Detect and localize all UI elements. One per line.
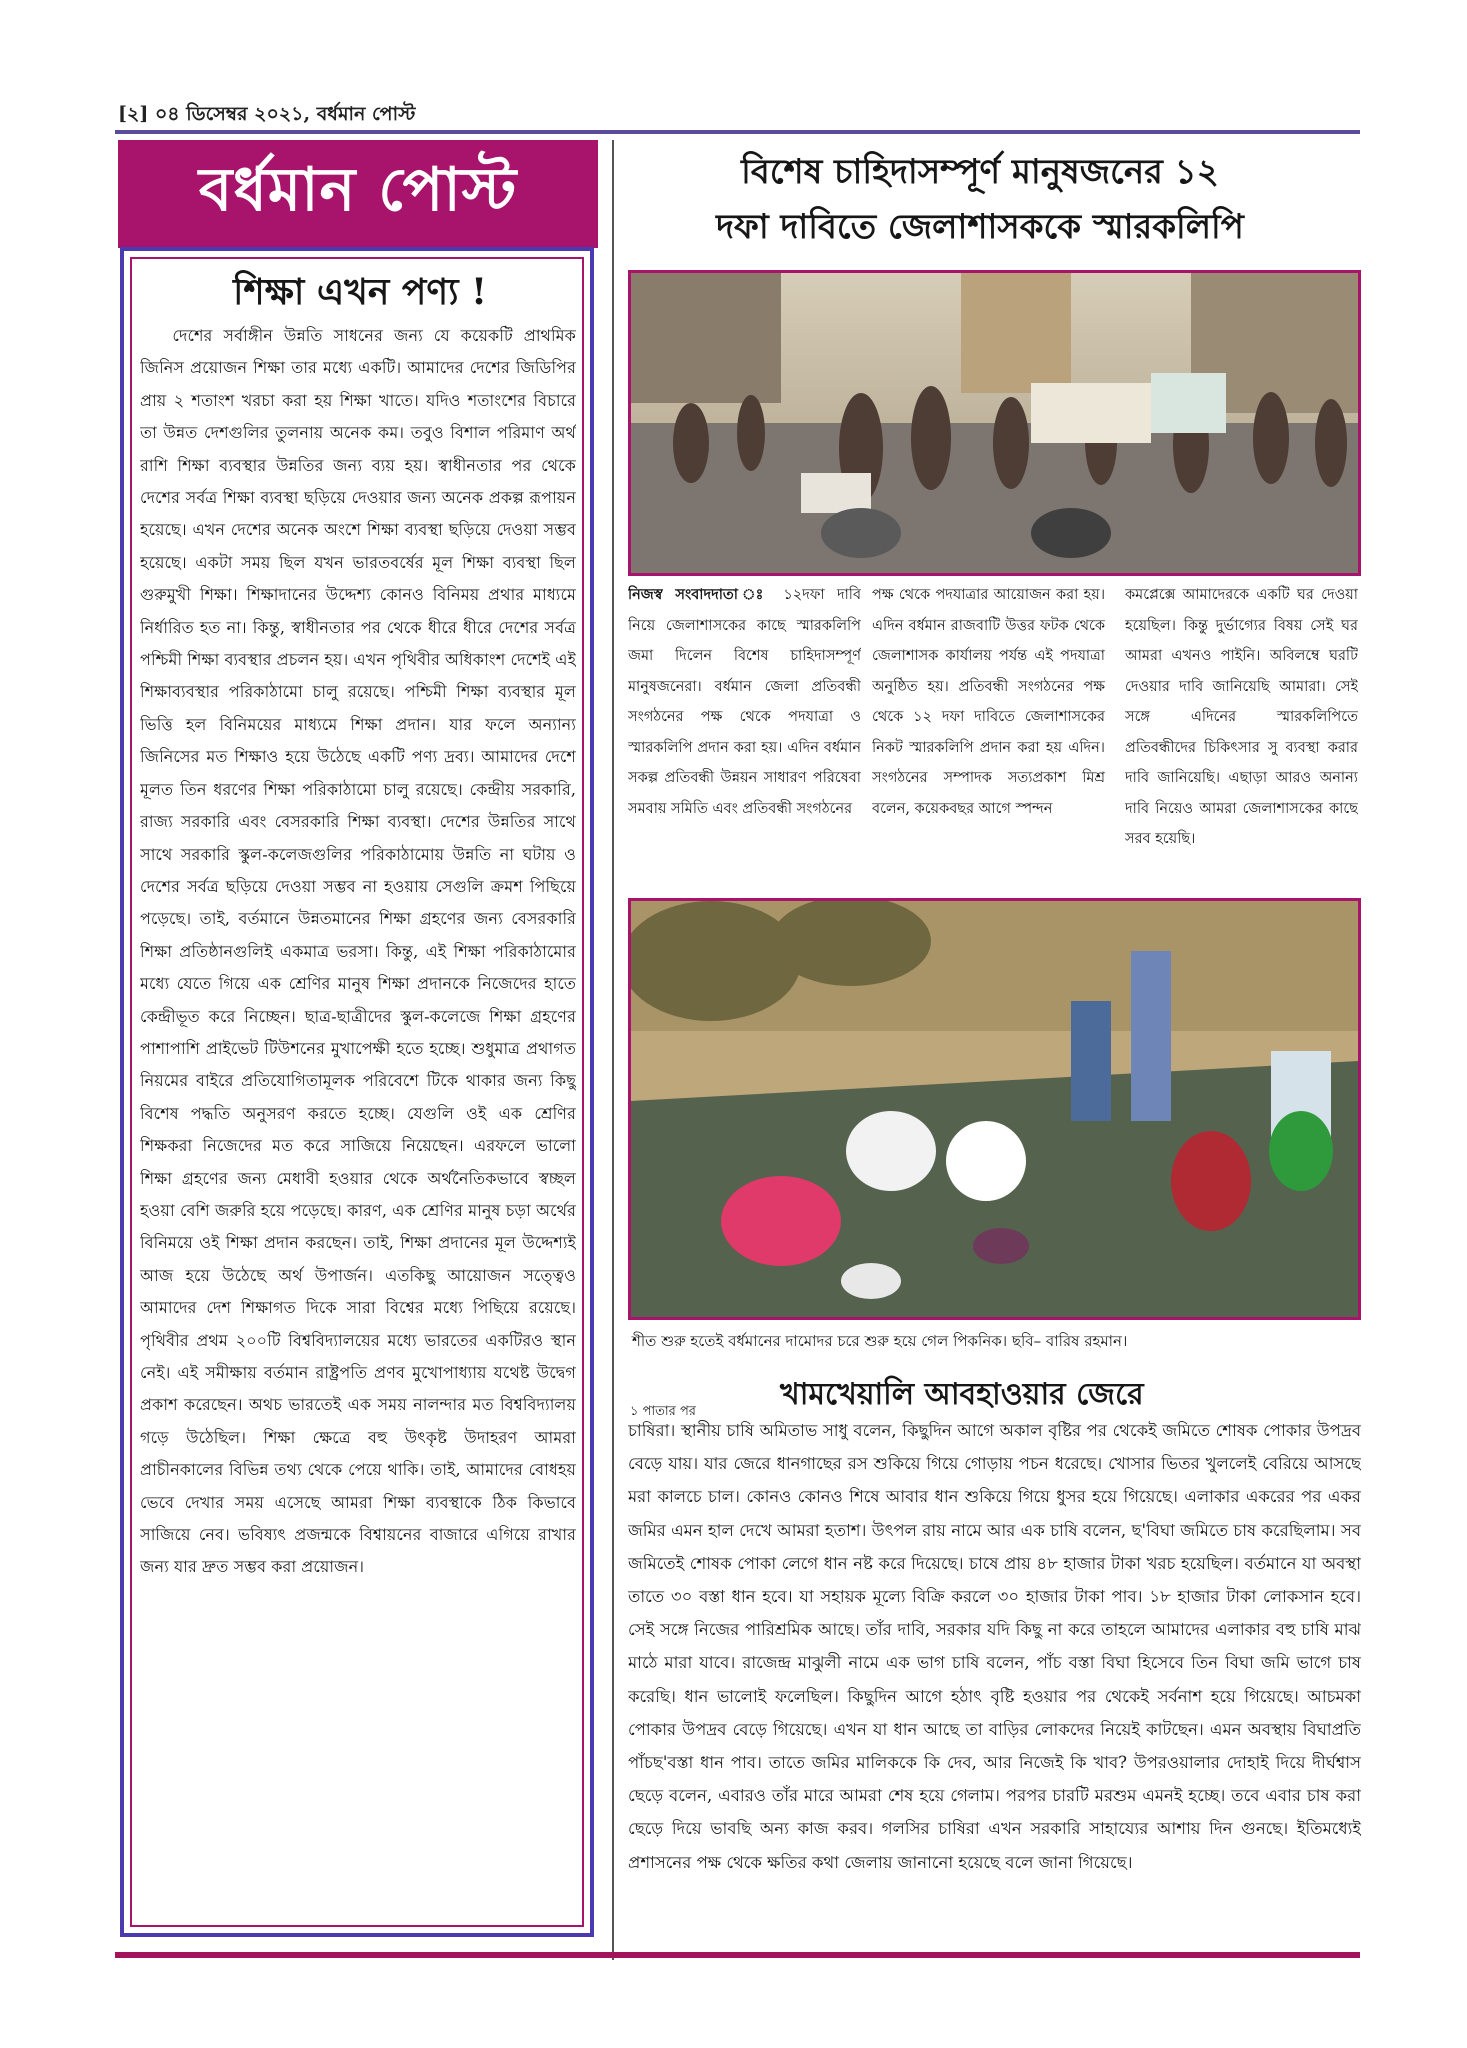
byline: নিজস্ব সংবাদদাতা ঃ [628,586,772,603]
article1-col1-text: ১২দফা দাবি নিয়ে জেলাশাসকের কাছে স্মারকলিপি জমা দিলেন বিশেষ চাহিদাসম্পূর্ণ মানুষজনেরা। বর্ধমান জেলা প্রতিবন্ধী সংগঠনের পক্ষ থেকে পদযাত্রা ও স্মারকলিপি প্রদান করা হয়। এদিন বর্ধমান সকল্প প্রতিবন্ধী উন্নয়ন সাধারণ পরিষেবা সমবায় সমিতি এবং প্রতিবন্ধী সংগঠনের [628,587,861,817]
continued-from-label: ১ পাতার পর [630,1404,696,1419]
editorial-title: শিক্ষা এখন পণ্য ! [233,271,487,313]
article1-column-3: কমপ্লেক্সে আমাদেরকে একটি ঘর দেওয়া হয়েছিল। কিন্তু দুর্ভাগ্যের বিষয় সেই ঘর আমরা এখনও পাইনি। অবিলম্বে ঘরটি দেওয়ার দাবি জানিয়েছি আমারা। সেই সঙ্গে এদিনের স্মারকলিপিতে প্রতিবন্ধীদের চিকিৎসার সু ব্যবস্থা করার দাবি জানিয়েছি। এছাড়া আরও অনান্য দাবি নিয়েও আমরা জেলাশাসকের কাছে সরব হয়েছি। [1125,587,1358,847]
top-rule [115,130,1360,134]
bottom-rule [115,1952,1360,1958]
picnic-photo-caption: শীত শুরু হতেই বর্ধমানের দামোদর চরে শুরু হয়ে গেল পিকনিক। ছবি– বারিষ রহমান। [632,1332,1128,1350]
article1-column-2: পক্ষ থেকে পদযাত্রার আয়োজন করা হয়। এদিন বর্ধমান রাজবাটি উত্তর ফটক থেকে জেলাশাসক কার্যালয় পর্যন্ত এই পদযাত্রা অনুষ্ঠিত হয়। প্রতিবন্ধী সংগঠনের পক্ষ থেকে ১২ দফা দাবিতে জেলাশাসকের নিকট স্মারকলিপি প্রদান করা হয় এদিন। সংগঠনের সম্পাদক সত্যপ্রকাশ মিশ্র বলেন, কয়েকবছর আগে স্পন্দন [872,587,1105,817]
headline-line-1: বিশেষ চাহিদাসম্পূর্ণ মানুষজনের ১২ [741,152,1219,192]
rally-photo [628,270,1361,576]
article1-headline [630,145,1330,255]
picnic-photo [628,898,1361,1320]
editorial-body: দেশের সর্বাঙ্গীন উন্নতি সাধনের জন্য যে কয়েকটি প্রাথমিক জিনিস প্রয়োজন শিক্ষা তার মধ্যে একটি। আমাদের দেশের জিডিপির প্রায় ২ শতাংশ খরচা করা হয় শিক্ষা খাতে। যদিও শতাংশের বিচারে তা উন্নত দেশগুলির তুলনায় অনেক কম। তবুও বিশাল পরিমাণ অর্থ রাশি শিক্ষা ব্যবস্থার উন্নতির জন্য ব্যয় হয়। স্বাধীনতার পর থেকে দেশের সর্বত্র শিক্ষা ব্যবস্থা ছড়িয়ে দেওয়ার জন্য অনেক প্রকল্প রূপায়ন হয়েছে। এখন দেশের অনেক অংশে শিক্ষা ব্যবস্থা ছড়িয়ে দেওয়া সম্ভব হয়েছে। একটা সময় ছিল যখন ভারতবর্ষের মূল শিক্ষা ব্যবস্থা ছিল গুরুমুখী শিক্ষা। শিক্ষাদানের উদ্দেশ্য কোনও বিনিময় প্রথার মাধ্যমে নির্ধারিত হত না। কিন্তু, স্বাধীনতার পর থেকে ধীরে ধীরে দেশের সর্বত্র পশ্চিমী শিক্ষা ব্যবস্থার প্রচলন হয়। এখন পৃথিবীর অধিকাংশ দেশেই এই শিক্ষাব্যবস্থার পরিকাঠামো চালু রয়েছে। পশ্চিমী শিক্ষা ব্যবস্থার মূল ভিত্তি হল বিনিময়ের মাধ্যমে শিক্ষা প্রদান। যার ফলে অন্যান্য জিনিসের মত শিক্ষাও হয়ে উঠেছে একটি পণ্য দ্রব্য। আমাদের দেশে মূলত তিন ধরণের শিক্ষা পরিকাঠামো চালু রয়েছে। কেন্দ্রীয় সরকারি, রাজ্য সরকারি এবং বেসরকারি শিক্ষা ব্যবস্থা। দেশের উন্নতির সাথে সাথে সরকারি স্কুল-কলেজগুলির পরিকাঠামোয় উন্নতি না ঘটায় ও দেশের সর্বত্র ছড়িয়ে দেওয়া সম্ভব না হওয়ায় সেগুলি ক্রমশ পিছিয়ে পড়েছে। তাই, বর্তমানে উন্নতমানের শিক্ষা গ্রহণের জন্য বেসরকারি শিক্ষা প্রতিষ্ঠানগুলিই একমাত্র ভরসা। কিন্তু, এই শিক্ষা পরিকাঠামোর মধ্যে যেতে গিয়ে এক শ্রেণির মানুষ শিক্ষা প্রদানকে নিজেদের হাতে কেন্দ্রীভূত করে নিচ্ছেন। ছাত্র-ছাত্রীদের স্কুল-কলেজে শিক্ষা গ্রহণের পাশাপাশি প্রাইভেট টিউশনের মুখাপেক্ষী হতে হচ্ছে। শুধুমাত্র প্রথাগত নিয়মের বাইরে প্রতিযোগিতামূলক পরিবেশে টিকে থাকার জন্য কিছু বিশেষ পদ্ধতি অনুসরণ করতে হচ্ছে। যেগুলি ওই এক শ্রেণির শিক্ষকরা নিজেদের মত করে সাজিয়ে নিয়েছেন। এরফলে ভালো শিক্ষা গ্রহণের জন্য মেধাবী হওয়ার থেকে অর্থনৈতিকভাবে স্বচ্ছল হওয়া বেশি জরুরি হয়ে পড়েছে। কারণ, এক শ্রেণির মানুষ চড়া অর্থের বিনিময়ে ওই শিক্ষা প্রদান করছেন। তাই, শিক্ষা প্রদানের মূল উদ্দেশ্যই আজ হয়ে উঠেছে অর্থ উপার্জন। এতকিছু আয়োজন সত্ত্বেও আমাদের দেশ শিক্ষাগত দিকে সারা বিশ্বের মধ্যে পিছিয়ে রয়েছে। পৃথিবীর প্রথম ২০০টি বিশ্ববিদ্যালয়ের মধ্যে ভারতের একটিরও স্থান নেই। এই সমীক্ষায় বর্তমান রাষ্ট্রপতি প্রণব মুখোপাধ্যায় যথেষ্ট উদ্বেগ প্রকাশ করেছেন। অথচ ভারতেই এক সময় নালন্দার মত বিশ্ববিদ্যালয় গড়ে উঠেছিল। শিক্ষা ক্ষেত্রে বহু উৎকৃষ্ট উদাহরণ আমরা প্রাচীনকালের বিভিন্ন তথ্য থেকে পেয়ে থাকি। তাই, আমাদের বোধহয় ভেবে দেখার সময় এসেছে আমরা শিক্ষা ব্যবস্থাকে ঠিক কিভাবে সাজিয়ে নেব। ভবিষ্যৎ প্রজন্মকে বিশ্বায়নের বাজারে এগিয়ে রাখার জন্য যার দ্রুত সম্ভব করা প্রয়োজন। [140,326,576,1577]
article2-headline: খামখেয়ালি আবহাওয়ার জেরে [780,1377,1144,1412]
article2-body: চাষিরা। স্থানীয় চাষি অমিতাভ সাধু বলেন, কিছুদিন আগে অকাল বৃষ্টির পর থেকেই জমিতে শোষক পোকার উপদ্রব বেড়ে যায়। যার জেরে ধানগাছের রস শুকিয়ে গিয়ে গোড়ায় পচন ধরেছে। খোসার ভিতর খুললেই বেরিয়ে আসছে মরা কালচে চাল। কোনও কোনও শিষে আবার ধান শুকিয়ে গিয়ে ধুসর হয়ে গিয়েছে। এলাকার একরের পর একর জমির এমন হাল দেখে আমরা হতাশ। উৎপল রায় নামে আর এক চাষি বলেন, ছ'বিঘা জমিতে চাষ করেছিলাম। সব জমিতেই শোষক পোকা লেগে ধান নষ্ট করে দিয়েছে। চাষে প্রায় ৪৮ হাজার টাকা খরচ হয়েছিল। বর্তমানে যা অবস্থা তাতে ৩০ বস্তা ধান হবে। যা সহায়ক মূল্যে বিক্রি করলে ৩০ হাজার টাকা পাব। ১৮ হাজার টাকা লোকসান হবে। সেই সঙ্গে নিজের পারিশ্রমিক আছে। তাঁর দাবি, সরকার যদি কিছু না করে তাহলে আমাদের এলাকার বহু চাষি মাঝ মাঠে মারা যাবে। রাজেন্দ্র মাঝুলী নামে এক ভাগ চাষি বলেন, পাঁচ বস্তা বিঘা হিসেবে তিন বিঘা জমি ভাগে চাষ করেছি। ধান ভালোই ফলেছিল। কিছুদিন আগে হঠাৎ বৃষ্টি হওয়ার পর থেকেই সর্বনাশ হয়ে গিয়েছে। আচমকা পোকার উপদ্রব বেড়ে গিয়েছে। এখন যা ধান আছে তা বাড়ির লোকদের নিয়েই কাটছেন। এমন অবস্থায় বিঘাপ্রতি পাঁচছ'বস্তা ধান পাব। তাতে জমির মালিককে কি দেব, আর নিজেই কি খাব? উপরওয়ালার দোহাই দিয়ে দীর্ঘশ্বাস ছেড়ে বলেন, এবারও তাঁর মারে আমরা শেষ হয়ে গেলাম। পরপর চারটি মরশুম এমনই হচ্ছে। তবে এবার চাষ করা ছেড়ে দিয়ে ভাবছি অন্য কাজ করব। গলসির চাষিরা এখন সরকারি সাহায্যের আশায় দিন গুনছে। ইতিমধ্যেই প্রশাসনের পক্ষ থেকে ক্ষতির কথা জেলায় জানানো হয়েছে বলে জানা গিয়েছে। [628,1421,1361,1872]
rally-photo-illustration [631,273,1358,573]
masthead: বর্ধমান পোস্ট [118,140,598,248]
column-divider [612,140,614,1960]
page-header-dateline: [২] ০৪ ডিসেম্বর ২০২১, বর্ধমান পোস্ট [118,103,416,125]
headline-line-2: দফা দাবিতে জেলাশাসককে স্মারকলিপি [716,207,1244,247]
article1-column-1 [628,580,861,886]
picnic-photo-illustration [631,901,1358,1317]
